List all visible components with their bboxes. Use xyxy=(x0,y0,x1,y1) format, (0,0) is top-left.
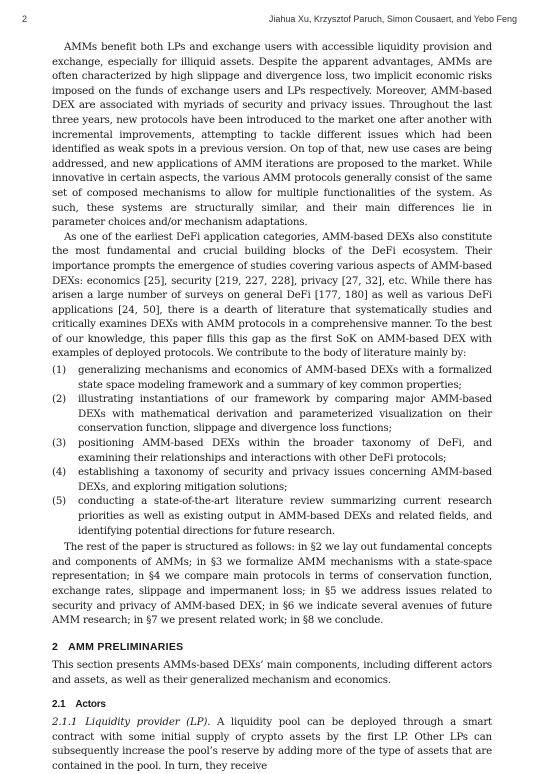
contribution-text: conducting a state-of-the-art literature review summarizing current research priorities as well as existing output in AMM-based DEXs and related fields, and identifying potential directions for future research. xyxy=(78,495,492,537)
paragraph-liquidity-provider xyxy=(52,715,492,773)
contribution-text: positioning AMM-based DEXs within the broader taxonomy of DeFi, and examining their relationships and interactions with other DeFi protocols; xyxy=(78,437,492,464)
contribution-text: generalizing mechanisms and economics of AMM-based DEXs with a formalized state space modeling framework and a summary of key common properties; xyxy=(78,364,492,391)
contribution-number: (4) xyxy=(52,466,66,479)
page-body xyxy=(52,40,492,774)
subsection-number: 2.1 xyxy=(52,698,66,710)
contribution-text: establishing a taxonomy of security and privacy issues concerning AMM-based DEXs, and exploring mitigation solutions; xyxy=(78,466,492,493)
contribution-number: (1) xyxy=(52,364,66,377)
paragraph-amm-benefits: AMMs benefit both LPs and exchange users with accessible liquidity provision and exchange, especially for illiquid assets. Despite the apparent advantages, AMMs are often characterized by high slippage and divergence loss, two implicit economic risks imposed on the funds of exchange users and LPs respectively. Moreover, AMM-based DEX are associated with myriads of security and privacy issues. Throughout the last three years, new protocols have been introduced to the market one after another with incremental improvements, attempting to tackle different issues which had been identified as weak spots in a previous version. On top of that, new use cases are being addressed, and new applications of AMM iterations are proposed to the market. While innovative in certain aspects, the various AMM protocols generally consist of the same set of composed mechanisms to allow for multiple functionalities of the system. As such, these systems are structurally similar, and their main differences lie in parameter choices and/or mechanism adaptations. xyxy=(52,41,492,229)
contribution-number: (5) xyxy=(52,495,66,508)
contributions-list xyxy=(52,363,492,538)
contribution-item xyxy=(52,436,492,465)
section-heading-amm-preliminaries xyxy=(52,640,492,655)
page-number: 2 xyxy=(22,14,28,24)
subsubsection-title: Liquidity provider (LP). xyxy=(85,716,211,729)
subsubsection-text: A liquidity pool can be deployed through a smart contract with some initial supply of crypto assets by the first LP. Other LPs can subsequently increase the pool’s reserve by adding more of the type of assets that are contained in the pool. In turn, they receive xyxy=(52,716,492,772)
section-title: AMM PRELIMINARIES xyxy=(68,640,184,653)
contribution-item xyxy=(52,465,492,494)
contribution-number: (2) xyxy=(52,393,66,406)
paragraph-paper-structure: The rest of the paper is structured as follows: in §2 we lay out fundamental concepts and components of AMMs; in §3 we formalize AMM mechanisms with a state-space representation; in §4 we compare main protocols in terms of conservation function, exchange rates, slippage and impermanent loss; in §5 we address issues related to security and privacy of AMM-based DEX; in §6 we indicate several avenues of future AMM research; in §7 we present related work; in §8 we conclude. xyxy=(52,541,492,627)
subsubsection-number: 2.1.1 xyxy=(52,716,78,729)
contribution-item xyxy=(52,363,492,392)
contribution-item xyxy=(52,392,492,436)
running-header-authors: Jiahua Xu, Krzysztof Paruch, Simon Cousaert, and Yebo Feng xyxy=(268,14,517,24)
contribution-item xyxy=(52,494,492,538)
running-header xyxy=(22,14,517,28)
paragraph-section-intro: This section presents AMMs-based DEXs’ main components, including different actors and assets, as well as their generalized mechanism and economics. xyxy=(52,659,492,686)
paragraph-defi-categories: As one of the earliest DeFi application categories, AMM-based DEXs also constitute the most fundamental and crucial building blocks of the DeFi ecosystem. Their importance prompts the emergence of studies covering various aspects of AMM-based DEXs: economics [25], security [219, 227, 228], privacy [27, 32], etc. While there has arisen a large number of surveys on general DeFi [177, 180] as well as various DeFi applications [24, 50], there is a dearth of literature that systematically studies and critically examines DEXs with AMM protocols in a comprehensive manner. To the best of our knowledge, this paper fills this gap as the first SoK on AMM-based DEX with examples of deployed protocols. We contribute to the body of literature mainly by: xyxy=(52,230,492,360)
section-number: 2 xyxy=(52,640,59,653)
subsection-title: Actors xyxy=(75,698,106,710)
contribution-number: (3) xyxy=(52,437,66,450)
contribution-text: illustrating instantiations of our framework by comparing major AMM-based DEXs with mathematical derivation and parameterized visualization on their conservation function, slippage and divergence loss functions; xyxy=(78,393,492,435)
